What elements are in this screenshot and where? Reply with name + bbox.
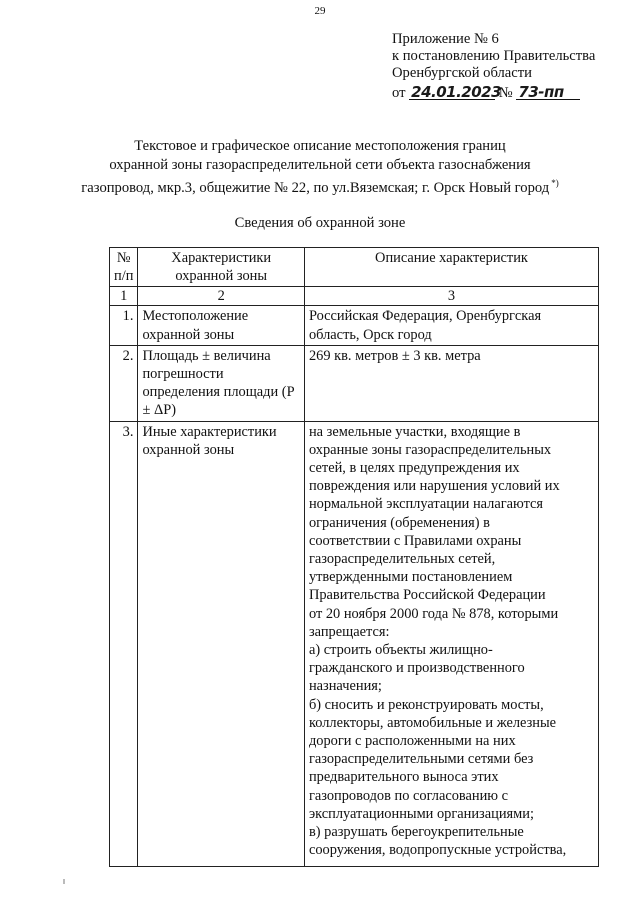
table-header-row [110, 248, 599, 287]
number-prefix: № [498, 84, 513, 101]
row-number: 3. [110, 421, 138, 866]
scan-artifact [63, 879, 65, 884]
protection-zone-table [109, 247, 599, 867]
index-cell-1: 1 [110, 287, 138, 306]
description-line: Правительства Российской Федерации [308, 587, 546, 604]
description-line: запрещается: [308, 623, 390, 640]
description-line: а) строить объекты жилищно- [308, 642, 493, 659]
row-characteristic: Местоположение охранной зоны [138, 306, 305, 345]
annex-title: Приложение № 6 [392, 31, 499, 47]
page-number: 29 [314, 5, 326, 17]
description-line: на земельные участки, входящие в [308, 423, 521, 440]
description-line: газораспределительных сетей, [308, 551, 496, 568]
description-line: назначения; [308, 678, 382, 695]
handwritten-date: 24.01.2023 [411, 82, 502, 101]
header-characteristic: Характеристики охранной зоны [138, 248, 305, 287]
description-line: газораспределительными сетями без [308, 751, 534, 768]
table-index-row [110, 287, 599, 306]
table-row [110, 345, 599, 421]
description-line: нормальной эксплуатации налагаются [308, 496, 544, 513]
annex-reference: к постановлению Правительства [392, 48, 596, 65]
table-row [110, 306, 599, 345]
description-line: б) сносить и реконструировать мосты, [308, 696, 544, 713]
document-title [0, 137, 640, 198]
row-description-multiline [304, 421, 598, 866]
index-cell-2: 2 [138, 287, 305, 306]
description-line: сетей, в целях предупреждения их [308, 460, 520, 477]
row-description: Российская Федерация, Оренбургская область, Орск город [304, 306, 598, 345]
description-line: утвержденными постановлением [308, 569, 513, 586]
row-description: 269 кв. метров ± 3 кв. метра [304, 345, 598, 421]
row-characteristic: Иные характеристики охранной зоны [138, 421, 305, 866]
section-subtitle: Сведения об охранной зоне [234, 215, 406, 231]
description-line: предварительного выноса этих [308, 769, 499, 786]
header-description: Описание характеристик [304, 248, 598, 287]
description-line: охранные зоны газораспределительных [308, 441, 552, 458]
table-row [110, 421, 599, 866]
row-number: 2. [110, 345, 138, 421]
title-line-2: охранной зоны газораспределительной сети объекта газоснабжения [109, 156, 531, 173]
title-line-3 [0, 174, 640, 198]
description-line: дороги с расположенными на них [308, 733, 516, 750]
row-number: 1. [110, 306, 138, 345]
header-number: № п/п [110, 248, 138, 287]
description-line: гражданского и производственного [308, 660, 525, 677]
description-line: сооружения, водопропускные устройства, [308, 842, 567, 859]
description-line: в) разрушать берегоукрепительные [308, 824, 524, 841]
description-line: соответствии с Правилами охраны [308, 532, 522, 549]
description-line: повреждения или нарушения условий их [308, 478, 560, 495]
description-line: газопроводов по согласованию с [308, 787, 509, 804]
row-characteristic: Площадь ± величина погрешности определения площади (P ± ΔP) [138, 345, 305, 421]
description-line: эксплуатационными организациями; [308, 805, 534, 822]
description-line: от 20 ноября 2000 года № 878, которыми [308, 605, 559, 622]
title-line-3-text: газопровод, мкр.3, общежитие № 22, по ул.Вяземская; г. Орск Новый город [81, 180, 550, 197]
date-prefix: от [392, 84, 406, 101]
description-line: коллекторы, автомобильные и железные [308, 714, 557, 731]
annex-date-line [392, 82, 595, 102]
title-line-1: Текстовое и графическое описание местоположения границ [134, 138, 506, 154]
handwritten-number: 73-пп [516, 85, 580, 100]
index-cell-3: 3 [304, 287, 598, 306]
description-line: ограничения (обременения) в [308, 514, 490, 531]
annex-header [392, 31, 595, 102]
annex-region: Оренбургской области [392, 65, 532, 82]
footnote-mark: *) [551, 178, 559, 189]
